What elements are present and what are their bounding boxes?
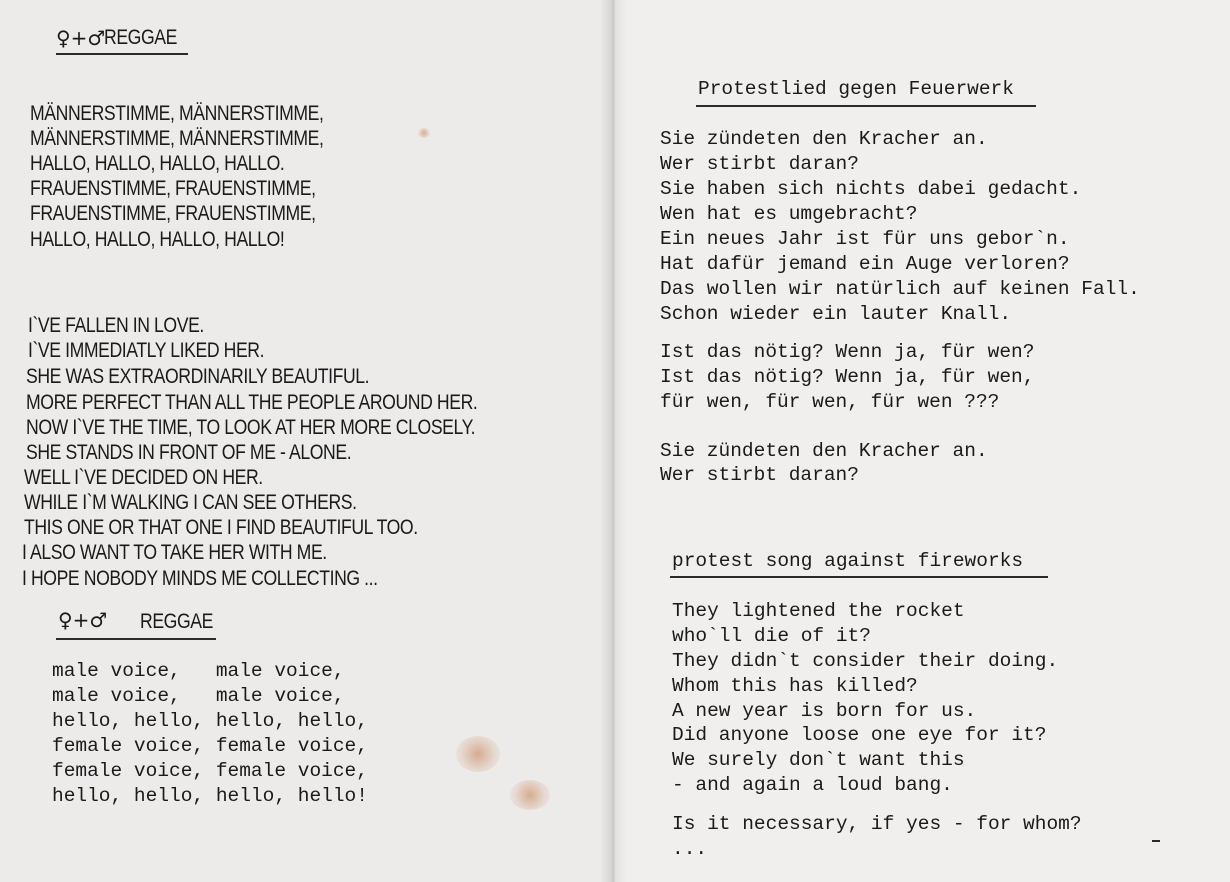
verse-line: - and again a loud bang. xyxy=(672,774,953,796)
verse-line: HALLO, HALLO, HALLO, HALLO! xyxy=(30,228,285,251)
verse-line: WELL I`VE DECIDED ON HER. xyxy=(24,466,263,489)
verse-line: I ALSO WANT TO TAKE HER WITH ME. xyxy=(22,541,327,564)
stray-mark xyxy=(1152,840,1160,842)
verse-line: SHE WAS EXTRAORDINARILY BEAUTIFUL. xyxy=(26,365,370,388)
paper-stain xyxy=(456,736,500,772)
verse-line: hello, hello, hello, hello, xyxy=(52,710,368,732)
book-gutter xyxy=(600,0,626,882)
verse-line: Sie zündeten den Kracher an. xyxy=(660,440,988,462)
verse-line: MORE PERFECT THAN ALL THE PEOPLE AROUND HER. xyxy=(26,391,478,414)
verse-line: Schon wieder ein lauter Knall. xyxy=(660,303,1012,325)
paper-stain xyxy=(510,780,550,810)
verse-line: MÄNNERSTIMME, MÄNNERSTIMME, xyxy=(30,127,324,150)
verse-line: Sie haben sich nichts dabei gedacht. xyxy=(660,178,1082,200)
verse-line: Hat dafür jemand ein Auge verloren? xyxy=(660,253,1070,275)
verse-line: Wer stirbt daran? xyxy=(660,464,859,486)
left-page xyxy=(0,0,612,882)
verse-line: They lightened the rocket xyxy=(672,600,965,622)
verse-line: Did anyone loose one eye for it? xyxy=(672,724,1047,746)
verse-line: FRAUENSTIMME, FRAUENSTIMME, xyxy=(30,202,316,225)
title-underline xyxy=(670,576,1048,578)
title-english: protest song against fireworks xyxy=(672,550,1024,572)
verse-line: male voice, male voice, xyxy=(52,685,345,707)
verse-line: I`VE IMMEDIATLY LIKED HER. xyxy=(28,339,265,362)
verse-line: female voice, female voice, xyxy=(52,735,368,757)
verse-line: Is it necessary, if yes - for whom? xyxy=(672,813,1082,835)
paper-stain xyxy=(418,128,430,138)
verse-line: NOW I`VE THE TIME, TO LOOK AT HER MORE CLOSELY. xyxy=(26,416,476,439)
verse-line: für wen, für wen, für wen ??? xyxy=(660,391,1000,413)
section-title-reggae: REGGAE xyxy=(140,610,213,633)
verse-line: female voice, female voice, xyxy=(52,760,368,782)
verse-line: We surely don`t want this xyxy=(672,749,965,771)
title-underline xyxy=(56,53,188,55)
verse-line: SHE STANDS IN FRONT OF ME - ALONE. xyxy=(26,441,352,464)
verse-line: Ein neues Jahr ist für uns gebor`n. xyxy=(660,228,1070,250)
section-title-reggae: REGGAE xyxy=(104,26,177,49)
verse-line: They didn`t consider their doing. xyxy=(672,650,1059,672)
gender-symbols-icon: ♀+♂ xyxy=(58,608,108,632)
verse-line: Sie zündeten den Kracher an. xyxy=(660,128,988,150)
verse-line: I`VE FALLEN IN LOVE. xyxy=(28,314,204,337)
verse-line: hello, hello, hello, hello! xyxy=(52,785,368,807)
verse-line: who`ll die of it? xyxy=(672,625,871,647)
title-german: Protestlied gegen Feuerwerk xyxy=(698,78,1014,100)
verse-line: I HOPE NOBODY MINDS ME COLLECTING ... xyxy=(22,567,378,590)
verse-line: Ist das nötig? Wenn ja, für wen? xyxy=(660,341,1035,363)
right-page xyxy=(612,0,1230,882)
verse-line: Das wollen wir natürlich auf keinen Fall. xyxy=(660,278,1140,300)
verse-line: Whom this has killed? xyxy=(672,675,918,697)
verse-line: Ist das nötig? Wenn ja, für wen, xyxy=(660,366,1035,388)
verse-line: Wer stirbt daran? xyxy=(660,153,859,175)
gender-symbols-icon: ♀+♂ xyxy=(56,26,106,50)
verse-line: THIS ONE OR THAT ONE I FIND BEAUTIFUL TOO. xyxy=(24,516,418,539)
title-underline xyxy=(696,105,1036,107)
verse-line: Wen hat es umgebracht? xyxy=(660,203,918,225)
verse-line: ... xyxy=(672,838,708,860)
verse-line: FRAUENSTIMME, FRAUENSTIMME, xyxy=(30,177,316,200)
verse-line: MÄNNERSTIMME, MÄNNERSTIMME, xyxy=(30,102,324,125)
verse-line: WHILE I`M WALKING I CAN SEE OTHERS. xyxy=(24,491,357,514)
title-underline xyxy=(56,638,216,640)
verse-line: A new year is born for us. xyxy=(672,700,977,722)
verse-line: HALLO, HALLO, HALLO, HALLO. xyxy=(30,152,285,175)
verse-line: male voice, male voice, xyxy=(52,660,345,682)
